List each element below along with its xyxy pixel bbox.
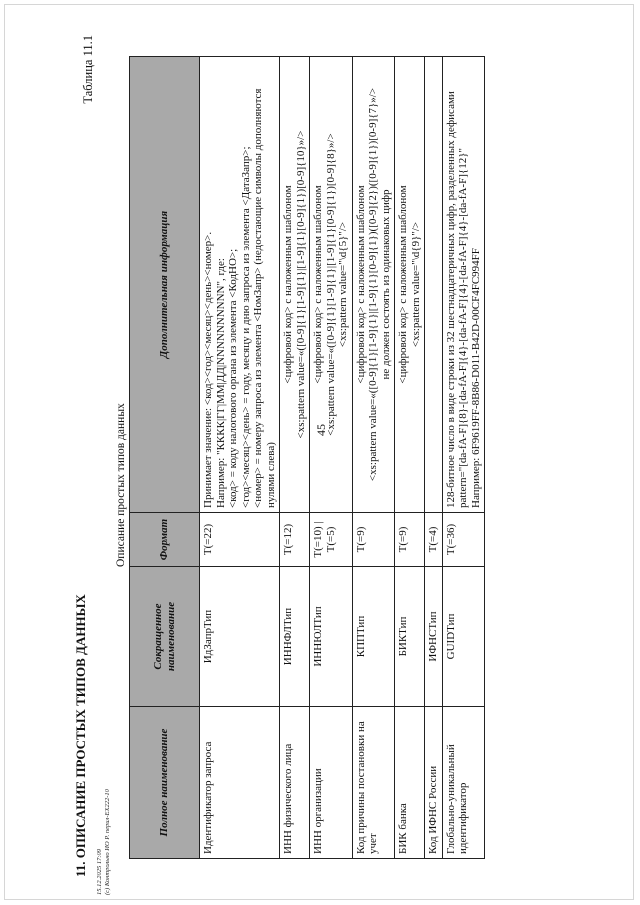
cell-additional-info bbox=[442, 57, 485, 513]
table-row bbox=[310, 57, 353, 859]
cell-full-name: ИНН физического лица bbox=[280, 707, 310, 859]
info-line: 128-битное число в виде строки из 32 шестнадцатеричных цифр, разделенных дефисами bbox=[444, 91, 457, 508]
info-line-centered: <xs:pattern value=«([0-9]{1}[1-9]{1}|[1-9]{1}[0-9]{1})([0-9]{2})([0-9]{1})[0-9]{7}»/> bbox=[367, 87, 379, 482]
format-line: T(=9) bbox=[354, 526, 367, 553]
info-line: Например: "КККК|ГГ|ММ|ДД|NNNNNNNNNN", где: bbox=[214, 258, 227, 508]
table-row bbox=[425, 57, 443, 859]
info-line: <код> = коду налогового органа из элемента <КодНО>; bbox=[227, 248, 239, 508]
info-line: Принимает значение: <код><год><месяц><день><номер>. bbox=[202, 231, 214, 508]
info-line: <год><месяц><день> = году, месяцу и дню запроса из элемента <ДатаЗапр>; bbox=[239, 146, 252, 508]
info-line: pattern="[da-fA-F]{8}-[da-fA-F]{4}-[da-fA-F]{4}-[da-fA-F]{4}-[da-fA-F]{12}" bbox=[457, 148, 469, 508]
format-line: T(=22) bbox=[202, 523, 214, 556]
table-row bbox=[442, 57, 485, 859]
cell-short-name: КППТип bbox=[352, 567, 395, 707]
table-label: Таблица 11.1 bbox=[81, 35, 95, 104]
info-line: Например: 6F9619FF-8B86-D011-B42D-00CF4FC994FF bbox=[469, 248, 482, 508]
cell-additional-info bbox=[200, 57, 280, 513]
cell-format bbox=[395, 513, 425, 567]
cell-additional-info bbox=[352, 57, 395, 513]
table-caption: Описание простых типов данных bbox=[115, 403, 127, 567]
info-line-centered: <цифровой код> с наложенным шаблоном bbox=[282, 185, 294, 384]
format-line: T(=36) bbox=[444, 523, 457, 556]
cell-additional-info bbox=[280, 57, 310, 513]
header-additional-info: Дополнительная информация bbox=[130, 57, 200, 513]
format-line: T(=4) bbox=[427, 526, 439, 553]
page-number: 45 bbox=[314, 424, 328, 436]
cell-additional-info bbox=[310, 57, 353, 513]
table-row bbox=[200, 57, 280, 859]
cell-full-name: БИК банка bbox=[395, 707, 425, 859]
table-row bbox=[352, 57, 395, 859]
table-row bbox=[395, 57, 425, 859]
cell-format bbox=[425, 513, 443, 567]
cell-full-name: Идентификатор запроса bbox=[200, 707, 280, 859]
cell-format bbox=[352, 513, 395, 567]
info-line-centered: не должен состоять из одинаковых цифр bbox=[379, 189, 392, 380]
format-line: T(=5) bbox=[324, 526, 337, 553]
info-line: <номер> = номеру запроса из элемента <НомЗапр> (недостающие символы дополняются нулями слева) bbox=[252, 88, 277, 508]
cell-additional-info bbox=[425, 57, 443, 513]
format-line: T(=9) bbox=[397, 526, 409, 553]
info-line-centered: <xs:pattern value=«([0-9]{1}[1-9]{1}|[1-9]{1}[0-9]{1})[0-9]{8}»/> bbox=[324, 133, 337, 436]
cell-format bbox=[442, 513, 485, 567]
cell-full-name: Код ИФНС России bbox=[425, 707, 443, 859]
info-line-centered: <xs:pattern value="\d{9}"/> bbox=[409, 221, 422, 348]
cell-full-name: Глобально-уникальный идентификатор bbox=[442, 707, 485, 859]
format-line: T(=12) bbox=[282, 523, 294, 556]
info-line-centered: <цифровой код> с наложенным шаблоном bbox=[354, 185, 367, 384]
format-line: T(=10) | bbox=[312, 521, 324, 558]
cell-format bbox=[280, 513, 310, 567]
rotated-document bbox=[73, 31, 605, 877]
cell-short-name: ИФНСТип bbox=[425, 567, 443, 707]
cell-full-name: Код причины постановки на учет bbox=[352, 707, 395, 859]
info-line-centered: <цифровой код> с наложенным шаблоном bbox=[312, 185, 324, 384]
info-line-centered: <цифровой код> с наложенным шаблоном bbox=[397, 185, 409, 384]
footer-line: (с) Контрольно ИО Р. перил-ЕХ222-10 bbox=[104, 789, 111, 895]
cell-format bbox=[310, 513, 353, 567]
cell-full-name: ИНН организации bbox=[310, 707, 353, 859]
footer-line: 15.12.2025 17:09 bbox=[96, 848, 103, 895]
cell-additional-info bbox=[395, 57, 425, 513]
section-heading: 11. ОПИСАНИЕ ПРОСТЫХ ТИПОВ ДАННЫХ bbox=[73, 594, 88, 877]
cell-short-name: ИдЗапрТип bbox=[200, 567, 280, 707]
cell-format bbox=[200, 513, 280, 567]
info-line-centered: <xs:pattern value="\d{5}"/> bbox=[337, 221, 349, 348]
header-format: Формат bbox=[130, 513, 200, 567]
cell-short-name: ИННЮЛТип bbox=[310, 567, 353, 707]
cell-short-name: GUIDТип bbox=[442, 567, 485, 707]
table-row bbox=[280, 57, 310, 859]
header-full-name: Полное наименование bbox=[130, 707, 200, 859]
cell-short-name: ИННФЛТип bbox=[280, 567, 310, 707]
info-line-centered: <xs:pattern value=«([0-9]{1}[1-9]{1}|[1-9]{1}[0-9]{1})[0-9]{10}»/> bbox=[294, 130, 307, 439]
header-short-name: Сокращенное наименование bbox=[130, 567, 200, 707]
cell-short-name: БИКТип bbox=[395, 567, 425, 707]
simple-types-table bbox=[129, 56, 485, 859]
